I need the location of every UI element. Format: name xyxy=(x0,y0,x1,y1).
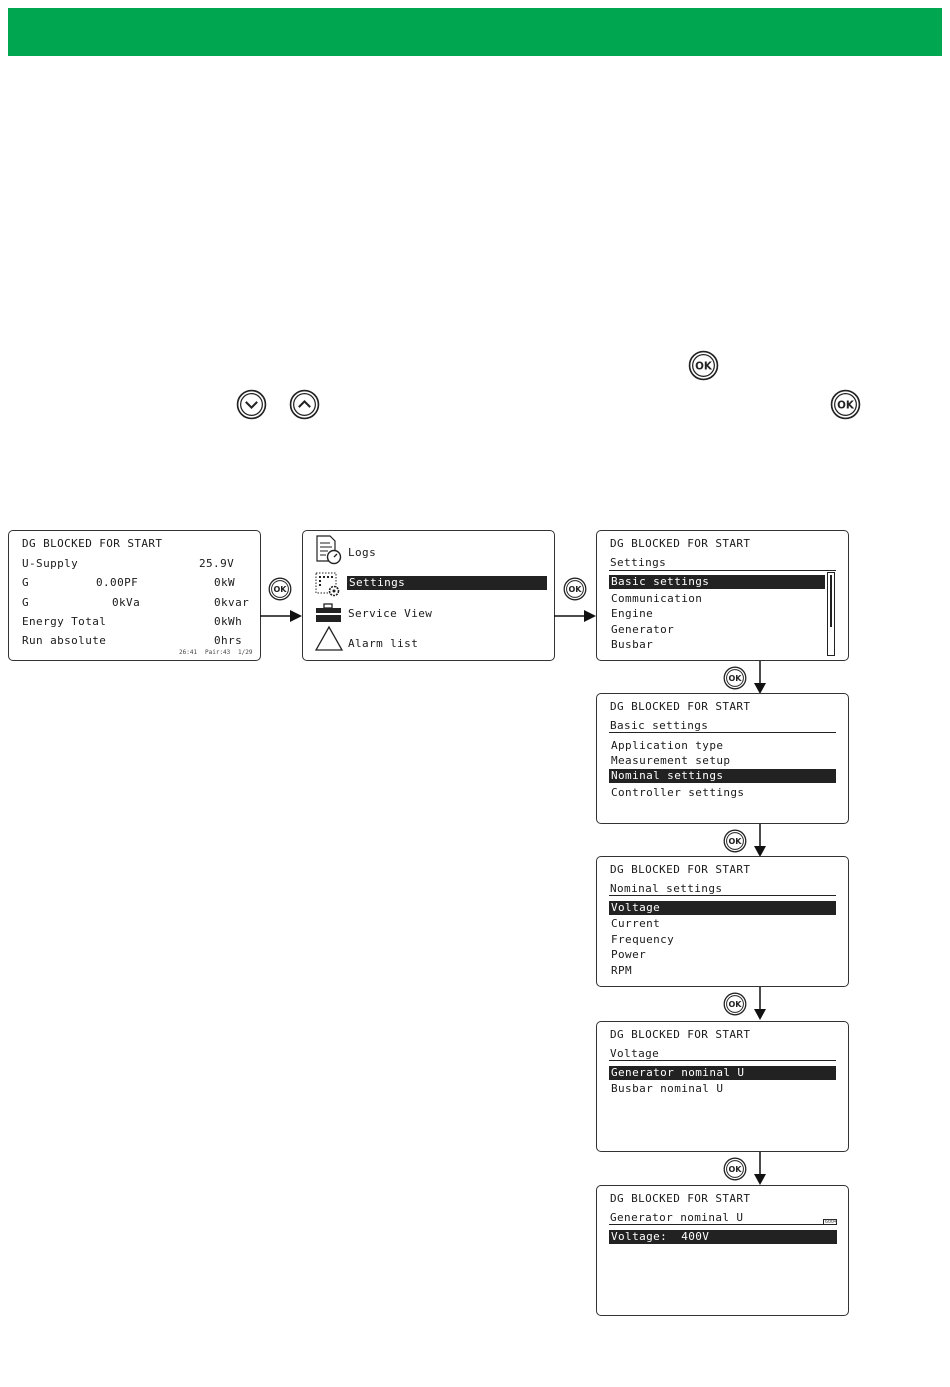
arrow-down-icon xyxy=(752,824,768,858)
heading-rule xyxy=(609,1224,836,1225)
list-item[interactable]: Generator xyxy=(611,623,675,636)
arrow-down-icon xyxy=(752,987,768,1021)
heading-rule xyxy=(609,895,836,896)
run-value: 0hrs xyxy=(214,634,243,647)
list-item-selected[interactable] xyxy=(609,769,836,783)
usupply-value: 25.9V xyxy=(199,557,235,570)
list-item[interactable]: Frequency xyxy=(611,933,675,946)
arrow-right-icon xyxy=(554,608,598,624)
kva-value: 0kVa xyxy=(112,596,141,609)
usupply-label: U-Supply xyxy=(22,557,79,570)
list-item[interactable]: Controller settings xyxy=(611,786,745,799)
list-item-label: Voltage xyxy=(611,901,661,914)
scrollbar-thumb[interactable] xyxy=(830,575,832,627)
gen-label: G xyxy=(22,596,30,609)
service-view-icon xyxy=(315,603,343,623)
heading-rule xyxy=(609,1060,836,1061)
settings-screen xyxy=(596,530,849,661)
kvar-value: 0kvar xyxy=(214,596,250,609)
ok-button-icon xyxy=(723,992,747,1016)
screen-title: DG BLOCKED FOR START xyxy=(610,537,751,550)
parameter-code: 6004 xyxy=(825,1219,838,1225)
chevron-up-button-icon xyxy=(289,389,320,420)
ok-button-icon xyxy=(268,577,292,601)
screen-title: DG BLOCKED FOR START xyxy=(610,1192,751,1205)
heading-rule xyxy=(609,570,836,571)
list-item-label: Basic settings xyxy=(611,575,710,588)
menu-item-service-view[interactable]: Service View xyxy=(348,607,433,620)
list-item[interactable]: Busbar xyxy=(611,638,654,651)
ok-button-icon xyxy=(723,1157,747,1181)
chevron-down-button-icon xyxy=(236,389,267,420)
list-item[interactable]: Busbar nominal U xyxy=(611,1082,724,1095)
list-item[interactable]: Application type xyxy=(611,739,724,752)
screen-heading: Settings xyxy=(610,556,667,569)
screen-heading: Basic settings xyxy=(610,719,709,732)
menu-item-settings-selected[interactable] xyxy=(347,576,547,590)
alarm-list-icon xyxy=(315,625,343,653)
settings-icon xyxy=(315,572,343,600)
logs-icon xyxy=(315,535,343,565)
screen-heading: Voltage xyxy=(610,1047,660,1060)
screen-heading: Generator nominal U xyxy=(610,1211,744,1224)
parameter-code-box xyxy=(823,1219,837,1225)
voltage-screen xyxy=(596,1021,849,1152)
gen-label: G xyxy=(22,576,30,589)
menu-item-logs[interactable]: Logs xyxy=(348,546,377,559)
list-item[interactable]: Communication xyxy=(611,592,703,605)
basic-settings-screen xyxy=(596,693,849,824)
energy-label: Energy Total xyxy=(22,615,107,628)
screen-heading: Nominal settings xyxy=(610,882,723,895)
generator-nominal-u-screen xyxy=(596,1185,849,1316)
footer-page: 1/29 xyxy=(238,649,253,656)
main-menu-screen xyxy=(302,530,555,661)
arrow-down-icon xyxy=(752,1152,768,1186)
arrow-right-icon xyxy=(260,608,304,624)
screen-title: DG BLOCKED FOR START xyxy=(610,700,751,713)
value-line-selected[interactable] xyxy=(609,1230,837,1244)
list-item-label: Generator nominal U xyxy=(611,1066,745,1079)
kw-value: 0kW xyxy=(214,576,236,589)
list-item[interactable]: RPM xyxy=(611,964,633,977)
ok-button-icon xyxy=(563,577,587,601)
ok-button-icon xyxy=(688,350,719,381)
list-item-selected[interactable] xyxy=(609,901,836,915)
arrow-down-icon xyxy=(752,661,768,695)
nominal-settings-screen xyxy=(596,856,849,987)
list-item-selected[interactable] xyxy=(609,575,825,589)
list-item[interactable]: Current xyxy=(611,917,661,930)
footer-time: 26:41 xyxy=(179,649,198,656)
power-factor-value: 0.00PF xyxy=(96,576,139,589)
list-item[interactable]: Measurement setup xyxy=(611,754,731,767)
energy-value: 0kWh xyxy=(214,615,243,628)
scrollbar[interactable] xyxy=(827,572,835,656)
header-bar xyxy=(8,8,942,56)
menu-item-alarm-list[interactable]: Alarm list xyxy=(348,637,419,650)
screen-title: DG BLOCKED FOR START xyxy=(22,537,163,550)
heading-rule xyxy=(609,732,836,733)
list-item-label: Nominal settings xyxy=(611,769,724,782)
voltage-value: Voltage: 400V xyxy=(611,1230,710,1243)
list-item-selected[interactable] xyxy=(609,1066,836,1080)
run-label: Run absolute xyxy=(22,634,107,647)
ok-button-icon xyxy=(830,389,861,420)
list-item[interactable]: Engine xyxy=(611,607,654,620)
status-screen xyxy=(8,530,261,661)
footer-pair: Pair:43 xyxy=(205,649,231,656)
menu-item-settings-label: Settings xyxy=(349,576,406,589)
ok-button-icon xyxy=(723,666,747,690)
list-item[interactable]: Power xyxy=(611,948,647,961)
screen-title: DG BLOCKED FOR START xyxy=(610,863,751,876)
ok-button-icon xyxy=(723,829,747,853)
screen-title: DG BLOCKED FOR START xyxy=(610,1028,751,1041)
